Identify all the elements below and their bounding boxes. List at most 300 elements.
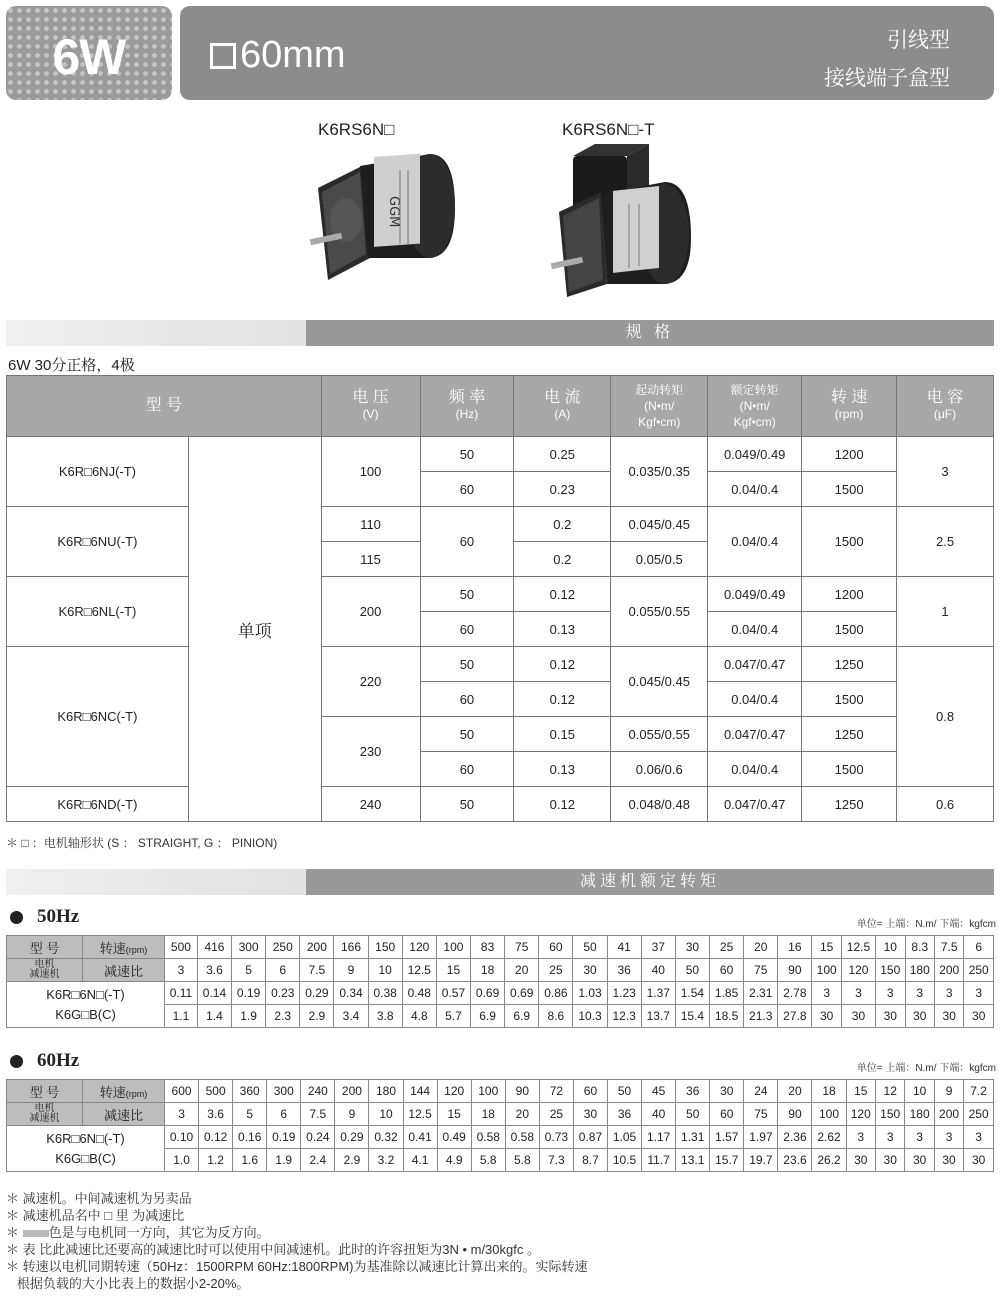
torque-kgf-cell: 13.7	[641, 1005, 675, 1028]
model-cell: K6R□6ND(-T)	[7, 787, 189, 822]
type-terminal-box: 接线端子盒型	[824, 67, 950, 90]
torque-nm-cell: 0.32	[369, 1126, 403, 1149]
torque-nm-cell: 0.24	[301, 1126, 335, 1149]
current-cell: 0.23	[514, 472, 611, 507]
torque-nm-cell: 1.03	[573, 982, 607, 1005]
current-cell: 0.2	[514, 542, 611, 577]
speed-cell: 180	[369, 1080, 403, 1103]
ratio-cell: 150	[875, 1103, 904, 1126]
capacitor-cell: 0.6	[897, 787, 994, 822]
speed-cell: 200	[300, 936, 334, 959]
torque-nm-cell: 1.54	[675, 982, 709, 1005]
speed-cell: 144	[403, 1080, 437, 1103]
footnote-1: ＊ 减速机。中间减速机为另卖品	[6, 1191, 192, 1206]
speed-cell: 18	[812, 1080, 846, 1103]
hdr-capacitor: 电 容 (μF)	[897, 376, 994, 437]
speed-cell: 37	[641, 936, 675, 959]
shaft-note: ＊ □ ：电机轴形状 (S ： STRAIGHT, G ： PINION)	[6, 836, 278, 850]
ratio-cell: 90	[778, 1103, 812, 1126]
torque-kgf-cell: 10.3	[573, 1005, 607, 1028]
torque-nm-cell: 0.11	[165, 982, 198, 1005]
torque-nm-cell: 0.14	[197, 982, 231, 1005]
torque-nm-cell: 3	[876, 982, 905, 1005]
bullet-icon	[10, 1055, 23, 1068]
spec-header-row	[7, 376, 994, 437]
torque-nm-cell: 3	[841, 982, 875, 1005]
speed-cell: 500	[165, 936, 198, 959]
torque-nm-row	[7, 982, 994, 1005]
torque-kgf-cell: 30	[905, 1005, 934, 1028]
speed-cell: 360	[233, 1080, 267, 1103]
torque-kgf-cell: 27.8	[778, 1005, 812, 1028]
hdr-ratio: 减速比	[83, 959, 165, 982]
ratio-cell: 10	[369, 1103, 403, 1126]
torque-kgf-cell: 6.9	[471, 1005, 505, 1028]
ratio-cell: 10	[368, 959, 402, 982]
speed-cell: 300	[267, 1080, 301, 1103]
ratio-cell: 120	[841, 959, 875, 982]
rated-torque-cell: 0.04/0.4	[708, 472, 802, 507]
ratio-cell: 3.6	[197, 959, 231, 982]
model-label: K6R□6N□(-T) K6G□B(C)	[7, 982, 165, 1028]
ratio-cell: 25	[539, 959, 573, 982]
torque-nm-cell: 2.36	[778, 1126, 812, 1149]
rated-torque-cell: 0.047/0.47	[708, 717, 802, 752]
torque-nm-cell: 2.78	[778, 982, 812, 1005]
gear-section-bar	[6, 869, 994, 895]
table-row	[7, 787, 994, 822]
torque-nm-cell: 3	[934, 982, 963, 1005]
torque-kgf-cell: 30	[964, 1005, 994, 1028]
torque-kgf-cell: 1.6	[233, 1149, 267, 1172]
current-cell: 0.2	[514, 507, 611, 542]
spec-subtitle: 6W 30分正格，4极	[8, 357, 135, 374]
table-row	[7, 577, 994, 612]
ratio-cell: 12.5	[402, 959, 436, 982]
speed-cell: 41	[607, 936, 641, 959]
ratio-cell: 40	[641, 959, 675, 982]
speed-cell: 1200	[802, 437, 897, 472]
speed-cell: 24	[744, 1080, 778, 1103]
hdr-current: 电 流 (A)	[514, 376, 611, 437]
start-torque-cell: 0.05/0.5	[611, 542, 708, 577]
ratio-cell: 250	[964, 1103, 994, 1126]
current-cell: 0.13	[514, 752, 611, 787]
table-row	[7, 647, 994, 682]
ratio-cell: 15	[437, 1103, 471, 1126]
speed-cell: 12	[875, 1080, 904, 1103]
torque-nm-cell: 0.69	[505, 982, 539, 1005]
table-row	[7, 507, 994, 542]
hz50-label: 50Hz	[37, 906, 80, 927]
ratio-cell: 50	[676, 1103, 710, 1126]
torque-kgf-cell: 3.4	[334, 1005, 368, 1028]
speed-cell: 1250	[802, 787, 897, 822]
torque-kgf-cell: 4.1	[403, 1149, 437, 1172]
torque-nm-cell: 0.29	[300, 982, 334, 1005]
speed-cell: 60	[539, 936, 573, 959]
ratio-cell: 75	[744, 1103, 778, 1126]
ratio-cell: 18	[471, 1103, 505, 1126]
speed-cell: 8.3	[905, 936, 934, 959]
ratio-cell: 40	[642, 1103, 676, 1126]
torque-nm-cell: 3	[964, 982, 994, 1005]
ratio-cell: 250	[964, 959, 994, 982]
voltage-cell: 220	[321, 647, 420, 717]
speed-cell: 1250	[802, 717, 897, 752]
ratio-cell: 5	[233, 1103, 267, 1126]
hdr-motor-reducer: 电机 减速机	[7, 959, 83, 982]
torque-nm-cell: 0.41	[403, 1126, 437, 1149]
speed-cell: 100	[436, 936, 470, 959]
ratio-cell: 36	[608, 1103, 642, 1126]
torque-kgf-cell: 2.9	[300, 1005, 334, 1028]
motor-image-lead	[300, 148, 470, 288]
torque-nm-cell: 1.57	[710, 1126, 744, 1149]
square-icon	[210, 43, 236, 69]
model-cell: K6R□6NL(-T)	[7, 577, 189, 647]
freq-cell: 60	[420, 507, 514, 577]
speed-cell: 20	[744, 936, 778, 959]
ratio-cell: 200	[934, 1103, 963, 1126]
freq-cell: 50	[420, 577, 514, 612]
ratio-cell: 180	[905, 1103, 934, 1126]
capacitor-cell: 1	[897, 577, 994, 647]
torque-kgf-cell: 1.2	[199, 1149, 233, 1172]
hdr-start-torque: 起动转矩 (N•m/ Kgf•cm)	[611, 376, 708, 437]
torque-kgf-cell: 4.9	[437, 1149, 471, 1172]
footnote-4: ＊ 表 比此减速比还要高的减速比时可以使用中间减速机。此时的许容扭矩为3N • m/30kgfc 。	[6, 1242, 540, 1257]
ratio-cell: 3	[165, 959, 198, 982]
speed-cell: 6	[964, 936, 994, 959]
speed-cell: 1200	[802, 577, 897, 612]
torque-nm-cell: 0.86	[539, 982, 573, 1005]
product-model-1: K6RS6N□	[318, 120, 395, 139]
hdr-model: 型 号	[7, 376, 322, 437]
start-torque-cell: 0.045/0.45	[611, 647, 708, 717]
hdr-speed: 转 速 (rpm)	[802, 376, 897, 437]
footnote-6: 根据负载的大小比表上的数据小2-20%。	[6, 1276, 250, 1291]
torque-nm-cell: 1.05	[608, 1126, 642, 1149]
ratio-cell: 9	[335, 1103, 369, 1126]
torque-kgf-cell: 15.7	[710, 1149, 744, 1172]
torque-nm-cell: 0.23	[266, 982, 300, 1005]
torque-kgf-cell: 6.9	[505, 1005, 539, 1028]
speed-row	[7, 1080, 994, 1103]
start-torque-cell: 0.048/0.48	[611, 787, 708, 822]
model-cell: K6R□6NU(-T)	[7, 507, 189, 577]
ratio-row	[7, 959, 994, 982]
start-torque-cell: 0.055/0.55	[611, 577, 708, 647]
footnotes	[6, 1190, 587, 1292]
motor-label-brand: GGM	[386, 196, 401, 228]
torque-kgf-cell: 30	[934, 1149, 963, 1172]
ratio-cell: 3.6	[199, 1103, 233, 1126]
current-cell: 0.12	[514, 787, 611, 822]
speed-cell: 20	[778, 1080, 812, 1103]
ratio-cell: 200	[934, 959, 963, 982]
torque-kgf-cell: 23.6	[778, 1149, 812, 1172]
current-cell: 0.12	[514, 682, 611, 717]
freq-cell: 60	[420, 612, 514, 647]
hdr-voltage: 电 压 (V)	[321, 376, 420, 437]
ratio-cell: 7.5	[301, 1103, 335, 1126]
page-header	[6, 6, 994, 100]
spec-section-bar	[6, 320, 994, 346]
speed-cell: 600	[165, 1080, 199, 1103]
ratio-cell: 18	[471, 959, 505, 982]
hdr-speed: 转速(rpm)	[83, 1080, 165, 1103]
hdr-motor-reducer: 电机 减速机	[7, 1103, 83, 1126]
torque-nm-cell: 3	[905, 982, 934, 1005]
torque-nm-cell: 3	[934, 1126, 963, 1149]
voltage-cell: 115	[321, 542, 420, 577]
ratio-cell: 90	[778, 959, 812, 982]
torque-nm-cell: 0.58	[471, 1126, 505, 1149]
torque-nm-cell: 0.19	[232, 982, 266, 1005]
frame-size	[210, 34, 346, 77]
voltage-cell: 110	[321, 507, 420, 542]
freq-cell: 60	[420, 472, 514, 507]
torque-nm-cell: 0.73	[539, 1126, 573, 1149]
hdr-model: 型 号	[7, 936, 83, 959]
speed-cell: 36	[676, 1080, 710, 1103]
current-cell: 0.12	[514, 647, 611, 682]
motor-image-terminal	[545, 142, 715, 297]
speed-cell: 10	[905, 1080, 934, 1103]
torque-nm-cell: 0.57	[436, 982, 470, 1005]
hdr-rated-torque: 额定转矩 (N•m/ Kgf•cm)	[708, 376, 802, 437]
torque-nm-cell: 3	[875, 1126, 904, 1149]
speed-cell: 1500	[802, 507, 897, 577]
ratio-cell: 20	[505, 1103, 539, 1126]
torque-nm-cell: 0.19	[267, 1126, 301, 1149]
torque-kgf-cell: 3.2	[369, 1149, 403, 1172]
ratio-cell: 120	[846, 1103, 875, 1126]
ratio-cell: 15	[436, 959, 470, 982]
gear-table-50hz	[6, 935, 994, 1028]
torque-nm-cell: 1.85	[710, 982, 744, 1005]
speed-cell: 1250	[802, 647, 897, 682]
speed-cell: 416	[197, 936, 231, 959]
torque-kgf-cell: 2.4	[301, 1149, 335, 1172]
rated-torque-cell: 0.04/0.4	[708, 507, 802, 577]
speed-cell: 9	[934, 1080, 963, 1103]
torque-kgf-cell: 5.8	[505, 1149, 539, 1172]
hz50-unit-note: 单位= 上端：N.m/ 下端：kgfcm	[856, 919, 996, 930]
ratio-cell: 60	[710, 1103, 744, 1126]
torque-nm-cell: 1.23	[607, 982, 641, 1005]
ratio-cell: 9	[334, 959, 368, 982]
speed-cell: 15	[812, 936, 841, 959]
ratio-cell: 30	[573, 1103, 607, 1126]
torque-kgf-cell: 30	[934, 1005, 963, 1028]
torque-kgf-cell: 1.9	[267, 1149, 301, 1172]
capacitor-cell: 2.5	[897, 507, 994, 577]
freq-cell: 50	[420, 717, 514, 752]
rated-torque-cell: 0.04/0.4	[708, 612, 802, 647]
torque-kgf-cell: 3.8	[368, 1005, 402, 1028]
torque-nm-cell: 3	[964, 1126, 994, 1149]
ratio-cell: 5	[232, 959, 266, 982]
ratio-cell: 25	[539, 1103, 573, 1126]
start-torque-cell: 0.055/0.55	[611, 717, 708, 752]
table-row	[7, 437, 994, 472]
freq-cell: 50	[420, 787, 514, 822]
torque-kgf-cell: 30	[905, 1149, 934, 1172]
torque-kgf-cell: 4.8	[402, 1005, 436, 1028]
torque-kgf-cell: 8.7	[573, 1149, 607, 1172]
speed-cell: 120	[402, 936, 436, 959]
power-badge	[6, 6, 172, 100]
ratio-cell: 150	[876, 959, 905, 982]
current-cell: 0.13	[514, 612, 611, 647]
hz50-heading	[10, 906, 79, 928]
torque-kgf-cell: 1.4	[197, 1005, 231, 1028]
torque-nm-cell: 0.10	[165, 1126, 199, 1149]
torque-nm-cell: 1.37	[641, 982, 675, 1005]
freq-cell: 50	[420, 647, 514, 682]
torque-kgf-cell: 30	[964, 1149, 994, 1172]
footnote-5: ＊ 转速以电机同期转速（50Hz：1500RPM 60Hz:1800RPM)为基准除以减速比计算出来的。实际转速	[6, 1259, 588, 1274]
speed-cell: 50	[573, 936, 607, 959]
speed-cell: 25	[710, 936, 744, 959]
hdr-freq: 频 率 (Hz)	[420, 376, 514, 437]
torque-nm-cell: 0.29	[335, 1126, 369, 1149]
shade-swatch	[23, 1230, 49, 1237]
speed-cell: 10	[876, 936, 905, 959]
hdr-model: 型 号	[7, 1080, 83, 1103]
spec-section-title: 规 格	[306, 320, 994, 346]
torque-kgf-cell: 5.7	[436, 1005, 470, 1028]
model-cell: K6R□6NJ(-T)	[7, 437, 189, 507]
torque-kgf-cell: 5.8	[471, 1149, 505, 1172]
ratio-cell: 60	[710, 959, 744, 982]
hz60-heading	[10, 1050, 79, 1072]
phase-cell: 单项	[188, 437, 321, 822]
start-torque-cell: 0.045/0.45	[611, 507, 708, 542]
start-torque-cell: 0.06/0.6	[611, 752, 708, 787]
speed-cell: 1500	[802, 472, 897, 507]
torque-kgf-cell: 21.3	[744, 1005, 778, 1028]
footnote-2: ＊ 减速机品名中 □ 里 为减速比	[6, 1208, 185, 1223]
torque-kgf-cell: 15.4	[675, 1005, 709, 1028]
torque-nm-cell: 0.16	[233, 1126, 267, 1149]
voltage-cell: 100	[321, 437, 420, 507]
speed-row	[7, 936, 994, 959]
torque-nm-cell: 0.69	[471, 982, 505, 1005]
torque-nm-cell: 0.34	[334, 982, 368, 1005]
ratio-cell: 180	[905, 959, 934, 982]
speed-cell: 72	[539, 1080, 573, 1103]
torque-kgf-cell: 1.9	[232, 1005, 266, 1028]
torque-kgf-cell: 30	[846, 1149, 875, 1172]
torque-nm-cell: 0.38	[368, 982, 402, 1005]
freq-cell: 60	[420, 752, 514, 787]
torque-nm-cell: 0.48	[402, 982, 436, 1005]
model-label: K6R□6N□(-T) K6G□B(C)	[7, 1126, 165, 1172]
torque-kgf-cell: 7.3	[539, 1149, 573, 1172]
current-cell: 0.12	[514, 577, 611, 612]
speed-cell: 45	[642, 1080, 676, 1103]
speed-cell: 250	[266, 936, 300, 959]
speed-cell: 150	[368, 936, 402, 959]
rated-torque-cell: 0.047/0.47	[708, 647, 802, 682]
speed-cell: 12.5	[841, 936, 875, 959]
torque-nm-cell: 1.31	[676, 1126, 710, 1149]
ratio-cell: 20	[505, 959, 539, 982]
torque-kgf-cell: 30	[876, 1005, 905, 1028]
power-label: 6W	[52, 29, 126, 85]
speed-cell: 166	[334, 936, 368, 959]
speed-cell: 15	[846, 1080, 875, 1103]
speed-cell: 30	[675, 936, 709, 959]
speed-cell: 7.2	[964, 1080, 994, 1103]
spec-table	[6, 375, 994, 822]
speed-cell: 500	[199, 1080, 233, 1103]
speed-cell: 90	[505, 1080, 539, 1103]
speed-cell: 240	[301, 1080, 335, 1103]
speed-cell: 1500	[802, 682, 897, 717]
torque-kgf-cell: 26.2	[812, 1149, 846, 1172]
speed-cell: 50	[608, 1080, 642, 1103]
torque-nm-cell: 0.87	[573, 1126, 607, 1149]
footnote-3: ＊ 色是与电机同一方向，其它为反方向。	[6, 1225, 270, 1240]
current-cell: 0.15	[514, 717, 611, 752]
capacitor-cell: 3	[897, 437, 994, 507]
torque-kgf-cell: 2.3	[266, 1005, 300, 1028]
ratio-cell: 6	[266, 959, 300, 982]
speed-cell: 1500	[802, 752, 897, 787]
product-model-2: K6RS6N□-T	[562, 120, 655, 139]
torque-nm-cell: 2.62	[812, 1126, 846, 1149]
torque-nm-cell: 0.12	[199, 1126, 233, 1149]
ratio-cell: 12.5	[403, 1103, 437, 1126]
current-cell: 0.25	[514, 437, 611, 472]
torque-kgf-cell: 2.9	[335, 1149, 369, 1172]
ratio-row	[7, 1103, 994, 1126]
gear-section-title: 减速机额定转矩	[306, 869, 994, 895]
speed-cell: 7.5	[934, 936, 963, 959]
torque-nm-row	[7, 1126, 994, 1149]
capacitor-cell: 0.8	[897, 647, 994, 787]
speed-cell: 100	[471, 1080, 505, 1103]
ratio-cell: 36	[607, 959, 641, 982]
torque-nm-cell: 1.97	[744, 1126, 778, 1149]
start-torque-cell: 0.035/0.35	[611, 437, 708, 507]
torque-kgf-cell: 1.1	[165, 1005, 198, 1028]
speed-cell: 120	[437, 1080, 471, 1103]
rated-torque-cell: 0.049/0.49	[708, 577, 802, 612]
rated-torque-cell: 0.047/0.47	[708, 787, 802, 822]
ratio-cell: 100	[812, 1103, 846, 1126]
torque-nm-cell: 0.49	[437, 1126, 471, 1149]
ratio-cell: 3	[165, 1103, 199, 1126]
torque-nm-cell: 1.17	[642, 1126, 676, 1149]
torque-kgf-cell: 1.0	[165, 1149, 199, 1172]
torque-kgf-cell: 12.3	[607, 1005, 641, 1028]
ratio-cell: 75	[744, 959, 778, 982]
speed-cell: 200	[335, 1080, 369, 1103]
speed-cell: 1500	[802, 612, 897, 647]
ratio-cell: 6	[267, 1103, 301, 1126]
ratio-cell: 7.5	[300, 959, 334, 982]
frame-size-label: 60mm	[240, 34, 346, 76]
speed-cell: 16	[778, 936, 812, 959]
torque-kgf-cell: 30	[875, 1149, 904, 1172]
model-cell: K6R□6NC(-T)	[7, 647, 189, 787]
gear-table-60hz	[6, 1079, 994, 1172]
